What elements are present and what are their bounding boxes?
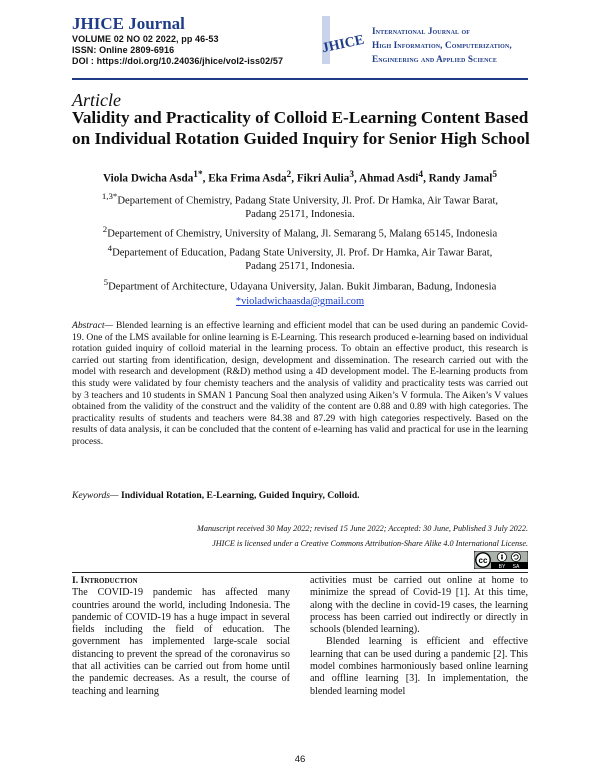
affiliation-sup: 5 [103, 277, 109, 287]
keywords-label: Keywords— [72, 490, 119, 501]
page-number: 46 [294, 754, 306, 765]
section-heading [72, 575, 290, 587]
journal-logo [320, 14, 366, 66]
keywords [72, 490, 360, 501]
abstract-text: Blended learning is an effective learning and efficient model that can be used during an pandemic Covid-19. One of the LMS available for online learning is E-Learning. This research produced e-learning based on individual rotation guided inquiry of colloid material in the learning process. To obtain an effective product, this research is carried out starting from identification, design, development and dissemination. The research carried out with the model with research and development (R&D) method using a 4D development model. The E-learning products from this study were validated by four chemisty teachers and the analysis of validity and practicality tests was carried out by 3 teachers and 10 students in SMAN 1 Pancung Soal then analyzed using Aiken’s V formula. The Aiken’s V values obtained from the validity of the construct and the validity of the content are 0.88 and 0.89 with high categories. The practicality results of students and teachers were 84.38 and 87.29 with high categories respectively. Based on the results of data analysis, it can be concluded that the content of e-learning has valid and practical for use in the learning process. [72, 320, 528, 447]
manuscript-history: Manuscript received 30 May 2022; revised 15 June 2022; Accepted: 30 June, Published 3 July 2022. [197, 524, 528, 533]
body-column-left [72, 575, 290, 698]
affiliation-line: Department of Architecture, Udayana University, Jalan. Bukit Jimbaran, Badung, Indonesia [108, 281, 497, 293]
keywords-text: Individual Rotation, E-Learning, Guided Inquiry, Colloid. [120, 490, 360, 501]
affiliation-line: Padang 25171, Indonesia. [245, 260, 355, 272]
affiliation-line: Departement of Chemistry, University of Malang, Jl. Semarang 5, Malang 65145, Indonesia [107, 228, 498, 240]
author-name: Ahmad Asdi [359, 172, 419, 185]
journal-full-line-2: High Information, Computerization, [372, 40, 512, 50]
volume-line: VOLUME 02 NO 02 2022, pp 46-53 [72, 34, 219, 44]
affiliation-sup: 4 [107, 243, 113, 253]
affiliation-line: Departement of Chemistry, Padang State University, Jl. Prof. Dr Hamka, Air Tawar Barat, [117, 195, 499, 207]
body-paragraph: activities must be carried out online at home to minimize the spread of Covid-19 [1]. At this time, along with the decline in covid-19 cases, the learning process has been carried out indirectly or directly in schools (blended learning). [310, 575, 528, 636]
author-sup: 3 [349, 170, 355, 180]
paper-title-line-2: on Individual Rotation Guided Inquiry for Senior High School [72, 129, 530, 148]
corresponding-email [0, 296, 600, 307]
section-number: I. [72, 575, 79, 586]
sa-icon: SA [512, 564, 520, 569]
affiliation-sup: 2 [102, 224, 108, 234]
author-sup: 2 [286, 170, 292, 180]
abstract [72, 320, 528, 448]
body-paragraph: Blended learning is efficient and effective learning that can be used during a pandemic [2]. This model combines harmoniously based online learning and offline learning [3]. In implementation, the blended learning model [310, 636, 528, 697]
section-title: Introduction [80, 575, 138, 586]
affiliation [96, 242, 504, 273]
author-name: Fikri Aulia [296, 172, 350, 185]
cc-icon: cc [478, 556, 488, 565]
author-sup: 1* [193, 170, 203, 180]
by-icon: BY [498, 564, 506, 569]
author-name: Eka Frima Asda [208, 172, 287, 185]
doi-line: DOI : https://doi.org/10.24036/jhice/vol2-iss02/57 [72, 56, 284, 66]
affiliation [96, 190, 504, 221]
author-sup: 4 [418, 170, 424, 180]
journal-full-line-3: Engineering and Applied Science [372, 54, 498, 64]
header-divider [72, 78, 528, 80]
body-divider [72, 572, 528, 573]
author-name: Randy Jamal [428, 172, 493, 185]
article-type-label: Article [72, 90, 121, 110]
journal-short-title: JHICE Journal [72, 14, 185, 33]
logo-text: JHICE [320, 32, 366, 57]
abstract-label: Abstract— [72, 320, 114, 331]
body-column-right [310, 575, 528, 698]
body-paragraph: The COVID-19 pandemic has affected many countries around the world, including Indonesia. The pandemic of COVID-19 has a huge impact in several fields including the field of education. The government has implemented large-scale social distancing to prevent the spread of the coronavirus so that all activities can be carried out from home until the pandemic decreases. As a result, the course of teaching and learning [72, 587, 290, 697]
author-list: Viola Dwicha Asda$^{1*}$, Eka Frima Asda$^2$, Fikri Aulia$^3$, Ahmad Asdi$^4$, Randy Jamal$^5$ [102, 170, 498, 185]
affiliation-line: Padang 25171, Indonesia. [245, 208, 355, 220]
journal-full-line-1: International Journal of [372, 26, 471, 36]
license-statement: JHICE is licensed under a Creative Commons Attribution-Share Alike 4.0 International License. [212, 539, 528, 548]
affiliation-line: Departement of Education, Padang State University, Jl. Prof. Dr Hamka, Air Tawar Barat, [112, 247, 493, 259]
affiliation [96, 276, 504, 294]
author-sup: 5 [492, 170, 498, 180]
paper-title-line-1: Validity and Practicality of Colloid E-Learning Content Based [72, 108, 529, 127]
affiliation-sup: 1,3* [101, 191, 118, 201]
affiliation [96, 223, 504, 241]
email-link[interactable]: *violadwichaasda@gmail.com [235, 296, 365, 307]
cc-license-badge[interactable] [474, 551, 528, 569]
author-name: Viola Dwicha Asda [102, 172, 194, 185]
issn-line: ISSN: Online 2809-6916 [72, 45, 175, 55]
